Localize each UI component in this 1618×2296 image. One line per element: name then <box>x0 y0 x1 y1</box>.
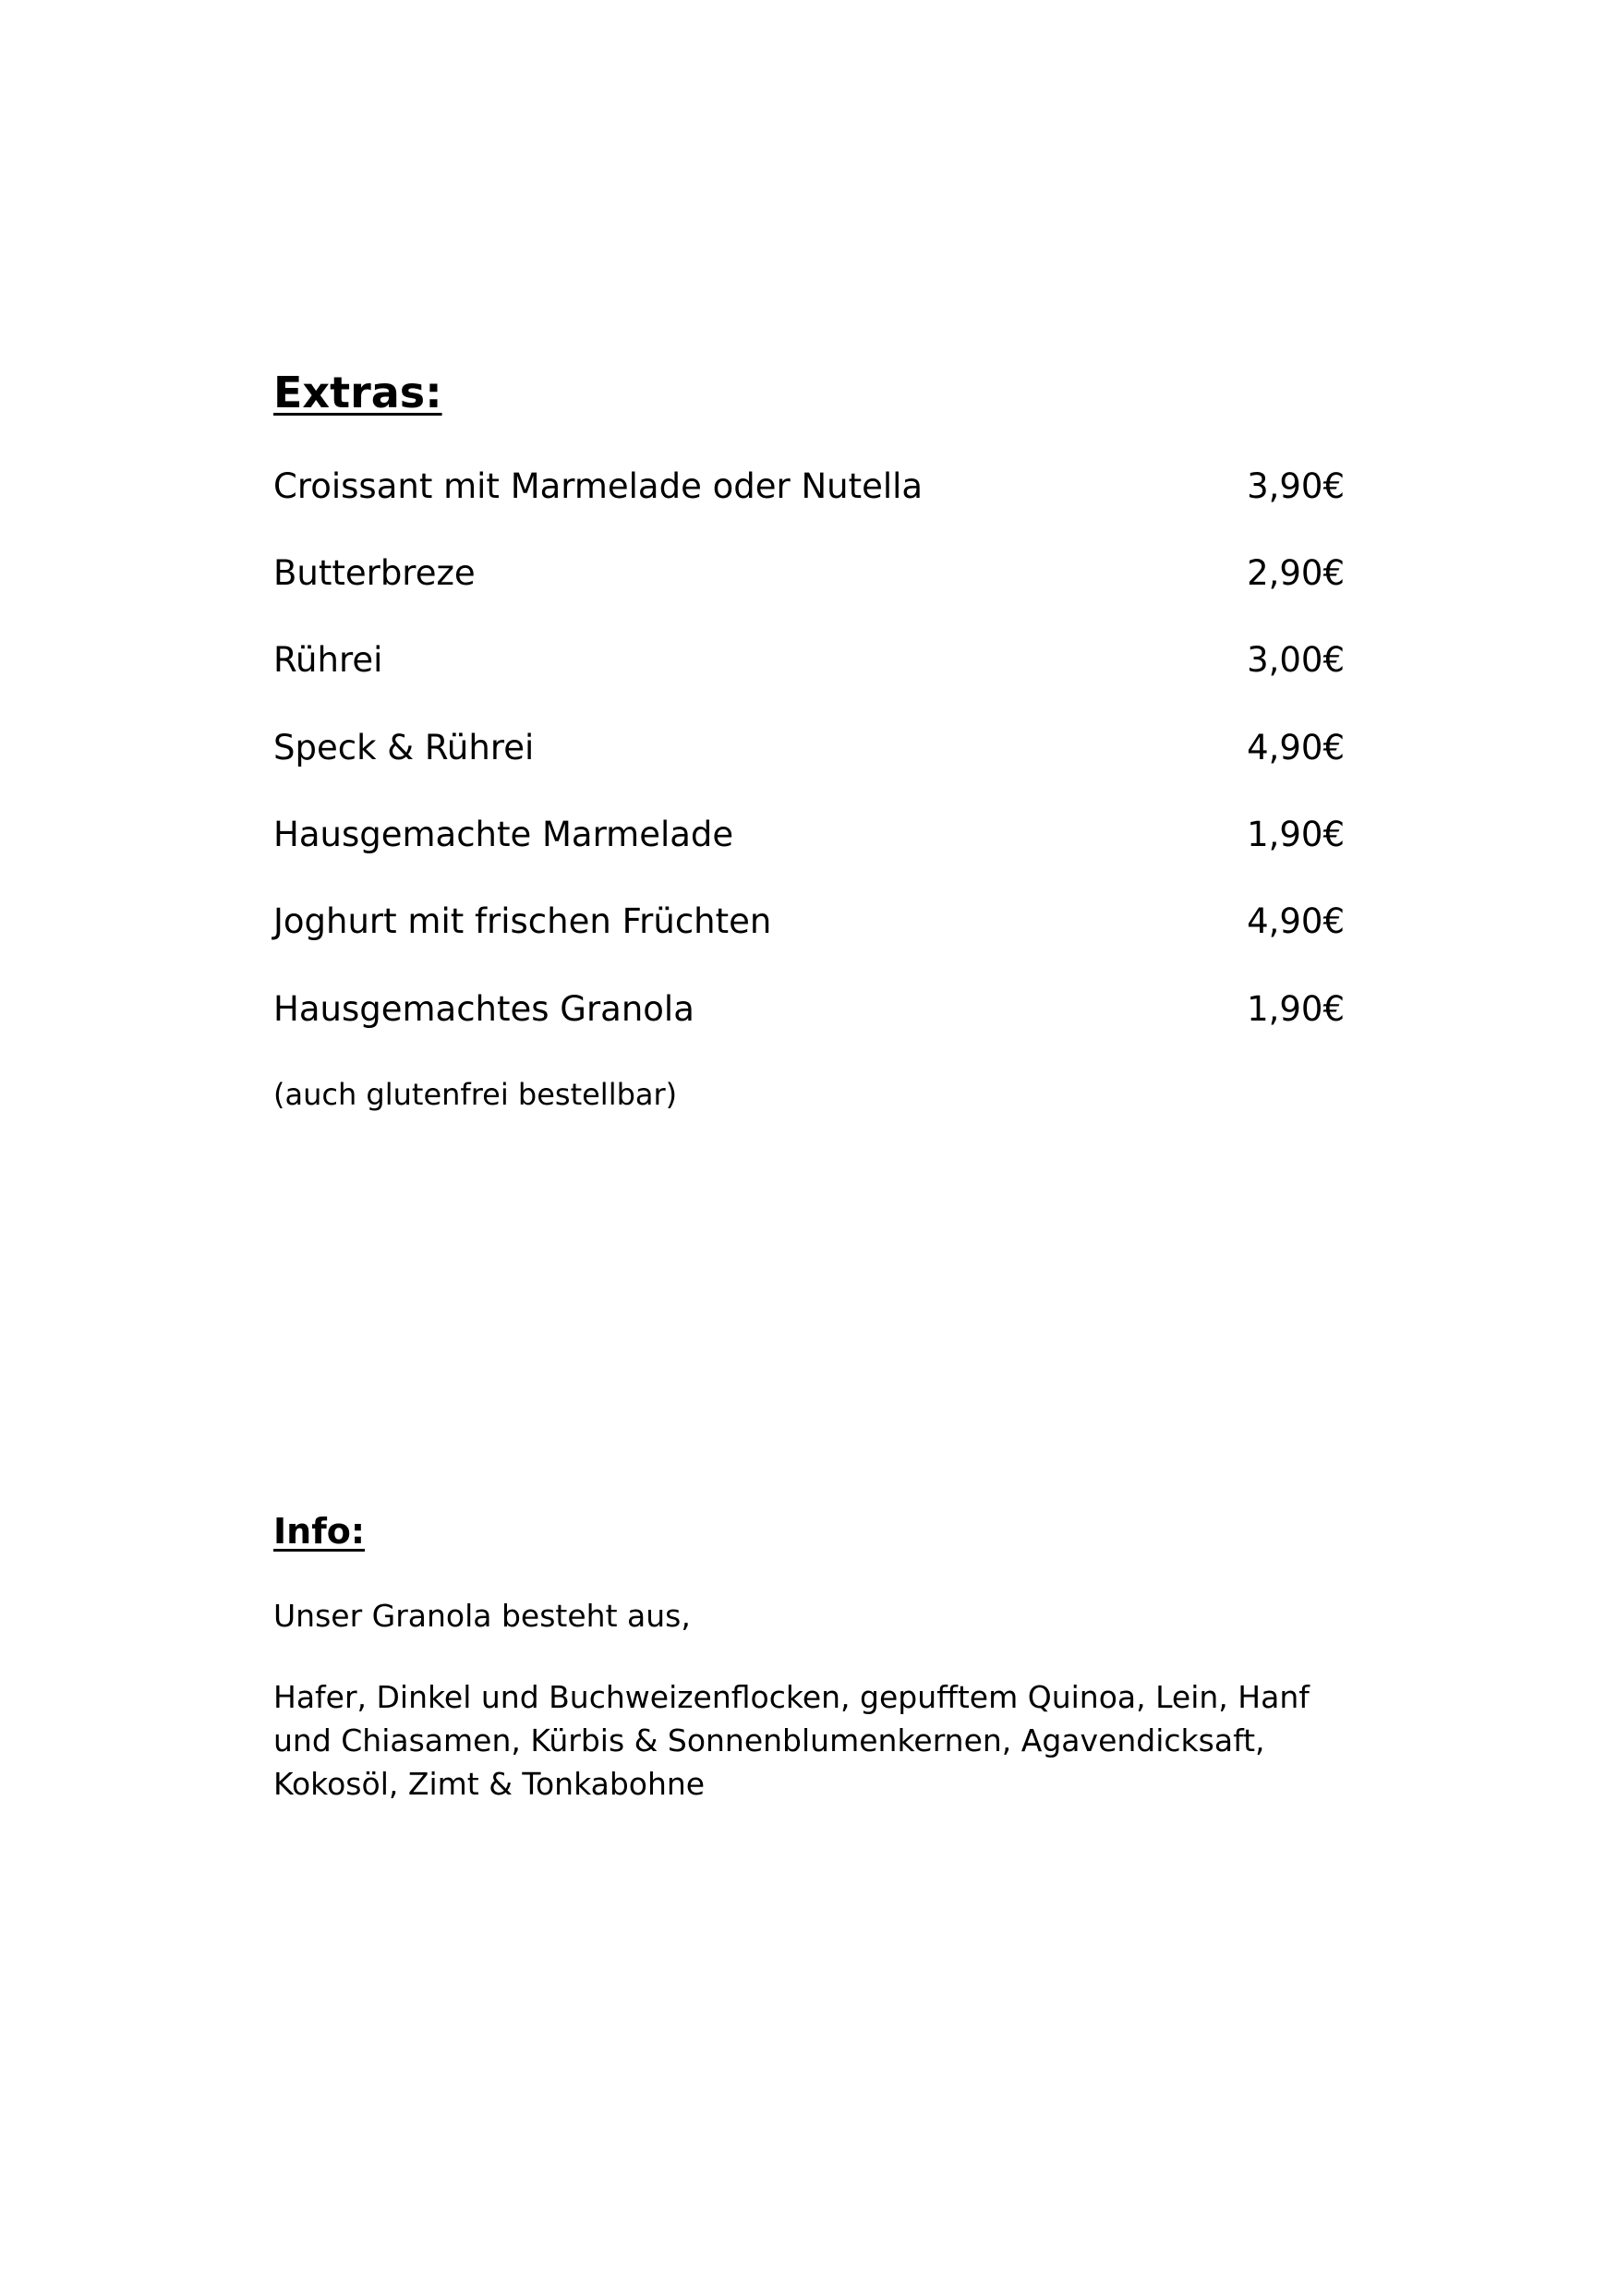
info-intro: Unser Granola besteht aus, <box>273 1598 691 1634</box>
menu-item-name: Joghurt mit frischen Früchten <box>273 901 772 941</box>
menu-item-price: 1,90€ <box>1247 989 1345 1029</box>
menu-item-price: 2,90€ <box>1247 553 1345 593</box>
menu-item-price: 4,90€ <box>1247 728 1345 767</box>
info-ingredients: Hafer, Dinkel und Buchweizenflocken, gepufftem Quinoa, Lein, Hanf und Chiasamen, Kürbis & Sonnenblumenkernen, Agavendicksaft, Kokosöl, Zimt & Tonkabohne <box>273 1679 1310 1802</box>
menu-item-name: Speck & Rührei <box>273 728 535 767</box>
info-heading: Info: <box>273 1511 366 1552</box>
menu-item-name: Hausgemachte Marmelade <box>273 815 734 854</box>
menu-item-name: Croissant mit Marmelade oder Nutella <box>273 466 924 506</box>
menu-item <box>273 815 1345 866</box>
menu-item-name: Rührei <box>273 640 383 680</box>
extras-heading: Extras: <box>273 368 442 417</box>
menu-item <box>273 989 1345 1041</box>
menu-item-price: 3,00€ <box>1247 640 1345 680</box>
menu-item <box>273 640 1345 692</box>
menu-item-name: Hausgemachtes Granola <box>273 989 694 1029</box>
menu-item <box>273 553 1345 605</box>
gluten-free-note: (auch glutenfrei bestellbar) <box>273 1077 678 1112</box>
menu-item <box>273 728 1345 779</box>
menu-item <box>273 466 1345 518</box>
menu-item-price: 1,90€ <box>1247 815 1345 854</box>
menu-item <box>273 901 1345 953</box>
menu-item-price: 4,90€ <box>1247 901 1345 941</box>
menu-item-price: 3,90€ <box>1247 466 1345 506</box>
menu-item-name: Butterbreze <box>273 553 476 593</box>
